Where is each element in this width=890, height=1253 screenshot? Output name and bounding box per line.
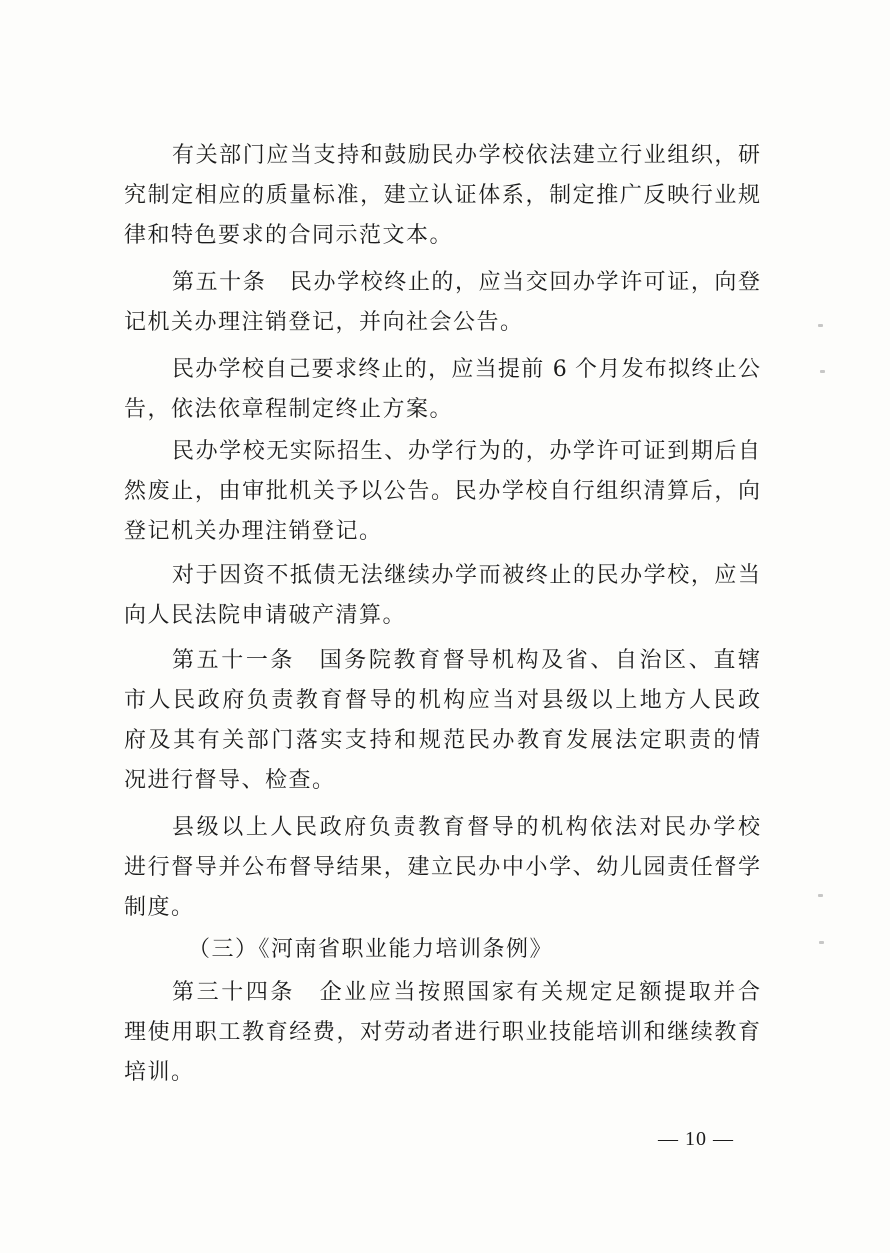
paragraph-4-line-2: 然废止，由审批机关予以公告。民办学校自行组织清算后，向 bbox=[124, 479, 760, 504]
article-51-line-1: 第五十一条 国务院教育督导机构及省、自治区、直辖 bbox=[172, 648, 760, 673]
article-34-line-2: 理使用职工教育经费，对劳动者进行职业技能培训和继续教育 bbox=[124, 1020, 760, 1045]
paragraph-1-line-2: 究制定相应的质量标准，建立认证体系，制定推广反映行业规 bbox=[124, 183, 760, 208]
paragraph-3-line-2: 告，依法依章程制定终止方案。 bbox=[124, 397, 454, 422]
article-34-line-1: 第三十四条 企业应当按照国家有关规定足额提取并合 bbox=[172, 980, 760, 1005]
paragraph-1-line-1: 有关部门应当支持和鼓励民办学校依法建立行业组织，研 bbox=[172, 143, 760, 168]
article-50-line-2: 记机关办理注销登记，并向社会公告。 bbox=[124, 310, 524, 335]
article-51-line-2: 市人民政府负责教育督导的机构应当对县级以上地方人民政 bbox=[124, 688, 760, 713]
paragraph-4-line-1: 民办学校无实际招生、办学行为的，办学许可证到期后自 bbox=[172, 439, 760, 464]
paragraph-5-line-2: 向人民法院申请破产清算。 bbox=[124, 603, 407, 628]
paragraph-1-line-3: 律和特色要求的合同示范文本。 bbox=[124, 223, 454, 248]
scan-speck bbox=[819, 941, 824, 944]
article-51-line-3: 府及其有关部门落实支持和规范民办教育发展法定职责的情 bbox=[124, 728, 760, 753]
paragraph-4-line-3: 登记机关办理注销登记。 bbox=[124, 519, 383, 544]
scan-speck bbox=[818, 324, 823, 327]
scan-speck bbox=[818, 894, 823, 897]
paragraph-7-line-3: 制度。 bbox=[124, 895, 195, 920]
scan-speck bbox=[820, 370, 825, 373]
page-number: — 10 — bbox=[658, 1128, 734, 1150]
section-heading: （三）《河南省职业能力培训条例》 bbox=[188, 937, 554, 962]
paragraph-3-line-1: 民办学校自己要求终止的，应当提前 6 个月发布拟终止公 bbox=[172, 357, 760, 382]
paragraph-7-line-2: 进行督导并公布督导结果，建立民办中小学、幼儿园责任督学 bbox=[124, 855, 760, 880]
article-34-line-3: 培训。 bbox=[124, 1060, 195, 1085]
article-50-line-1: 第五十条 民办学校终止的，应当交回办学许可证，向登 bbox=[172, 270, 760, 295]
paragraph-5-line-1: 对于因资不抵债无法继续办学而被终止的民办学校，应当 bbox=[172, 563, 760, 588]
article-51-line-4: 况进行督导、检查。 bbox=[124, 768, 336, 793]
paragraph-7-line-1: 县级以上人民政府负责教育督导的机构依法对民办学校 bbox=[172, 815, 760, 840]
